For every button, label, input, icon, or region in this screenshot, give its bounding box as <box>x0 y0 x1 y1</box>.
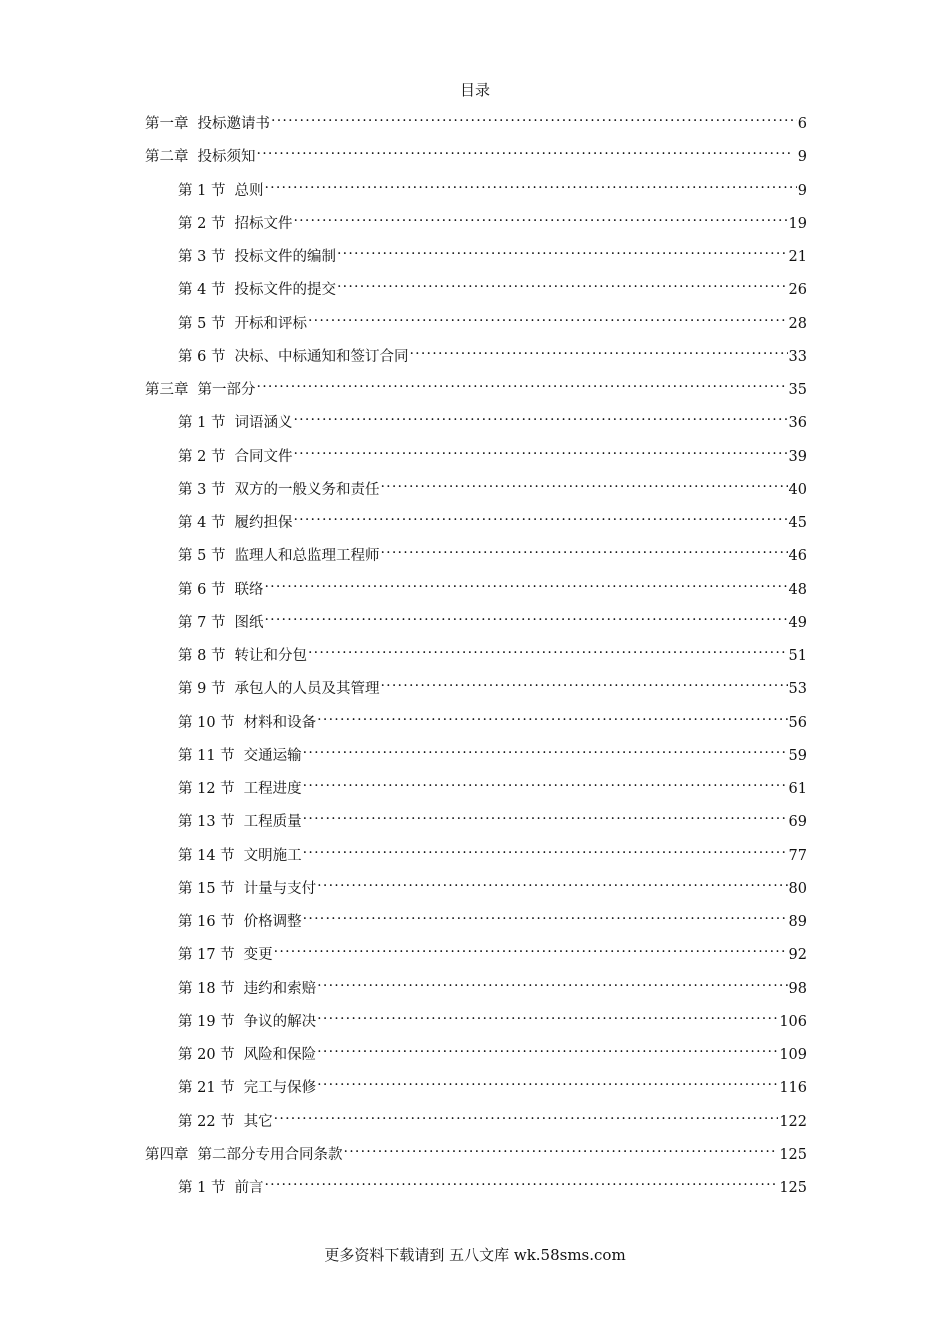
toc-entry-label <box>178 745 302 767</box>
toc-entry-text: 决标、中标通知和签订合同 <box>234 348 409 365</box>
toc-entry-number: 第 8 节 <box>178 648 226 664</box>
toc-leader-dots <box>317 871 787 893</box>
toc-entry[interactable] <box>145 871 807 904</box>
toc-leader-dots <box>303 738 788 760</box>
toc-entry-text: 争议的解决 <box>243 1013 317 1030</box>
toc-leader-dots <box>264 605 787 627</box>
toc-entry-label <box>178 1011 316 1033</box>
toc-entry-number: 第 16 节 <box>178 914 235 930</box>
toc-entry-number: 第三章 <box>145 382 189 398</box>
toc-entry-label <box>178 579 263 601</box>
toc-entry[interactable] <box>145 538 807 571</box>
toc-entry[interactable] <box>145 306 807 339</box>
toc-entry-page: 125 <box>779 1146 807 1163</box>
toc-entry[interactable] <box>145 605 807 638</box>
toc-entry[interactable] <box>145 671 807 704</box>
toc-entry-page: 122 <box>779 1113 807 1130</box>
toc-entry-number: 第 4 节 <box>178 515 226 531</box>
toc-entry[interactable] <box>145 1170 807 1203</box>
toc-entry-text: 第一部分 <box>197 382 256 398</box>
toc-entry-text: 风险和保险 <box>243 1047 317 1063</box>
toc-entry-text: 联络 <box>234 581 264 598</box>
toc-entry-label <box>178 246 336 268</box>
toc-entry[interactable] <box>145 206 807 239</box>
toc-entry-page: 9 <box>797 149 807 166</box>
toc-entry-page: 33 <box>788 348 807 365</box>
toc-entry[interactable] <box>145 1037 807 1070</box>
toc-entry-label <box>178 1044 316 1066</box>
toc-leader-dots <box>264 1170 778 1192</box>
toc-leader-dots <box>274 1104 779 1126</box>
toc-entry-number: 第 19 节 <box>178 1013 235 1030</box>
toc-leader-dots <box>380 472 787 494</box>
toc-entry-text: 开标和评标 <box>234 315 307 332</box>
toc-entry-page: 36 <box>788 415 807 432</box>
toc-entry[interactable] <box>145 705 807 738</box>
toc-entry-label <box>178 180 263 202</box>
toc-entry[interactable] <box>145 173 807 206</box>
toc-entry-page: 92 <box>788 947 807 964</box>
toc-entry[interactable] <box>145 472 807 505</box>
toc-entry-label <box>178 512 292 534</box>
toc-entry-label <box>178 712 316 734</box>
toc-entry-label <box>145 113 270 135</box>
toc-entry-text: 价格调整 <box>243 914 302 930</box>
toc-entry[interactable] <box>145 405 807 438</box>
toc-entry-label <box>178 1077 316 1099</box>
toc-leader-dots <box>409 339 787 361</box>
toc-leader-dots <box>264 173 796 195</box>
toc-entry-text: 图纸 <box>234 614 264 631</box>
toc-entry-number: 第 1 节 <box>178 1180 226 1196</box>
toc-leader-dots <box>317 1004 778 1026</box>
toc-entry-number: 第 15 节 <box>178 880 235 897</box>
toc-entry-text: 承包人的人员及其管理 <box>234 681 380 698</box>
toc-entry[interactable] <box>145 1104 807 1137</box>
toc-entry-label <box>178 412 292 434</box>
toc-entry-number: 第 5 节 <box>178 548 226 565</box>
toc-leader-dots <box>257 139 797 161</box>
toc-entry-page: 61 <box>788 781 807 797</box>
toc-entry[interactable] <box>145 339 807 372</box>
toc-entry-number: 第 4 节 <box>178 282 226 299</box>
toc-entry-number: 第二章 <box>145 149 189 166</box>
toc-entry-page: 69 <box>788 814 807 831</box>
toc-entry[interactable] <box>145 239 807 272</box>
toc-entry-text: 投标邀请书 <box>197 116 270 132</box>
toc-entry[interactable] <box>145 638 807 671</box>
toc-leader-dots <box>293 405 787 427</box>
toc-leader-dots <box>303 804 788 826</box>
toc-entry-text: 第二部分专用合同条款 <box>197 1146 343 1163</box>
toc-entry-text: 文明施工 <box>243 847 302 864</box>
toc-entry-label <box>178 978 316 1000</box>
toc-entry-number: 第 5 节 <box>178 315 226 332</box>
toc-entry-text: 违约和索赔 <box>243 980 317 997</box>
toc-leader-dots <box>293 439 787 461</box>
toc-entry-label <box>178 446 292 468</box>
toc-leader-dots <box>303 838 788 860</box>
toc-entry-number: 第 14 节 <box>178 847 235 864</box>
toc-entry-number: 第 20 节 <box>178 1047 235 1063</box>
toc-entry-page: 40 <box>788 481 807 498</box>
toc-entry-label <box>145 146 256 168</box>
toc-leader-dots <box>308 638 788 660</box>
toc-entry[interactable] <box>145 505 807 538</box>
toc-entry-text: 工程进度 <box>243 781 302 797</box>
toc-entry[interactable] <box>145 937 807 970</box>
toc-entry-label <box>178 346 408 368</box>
toc-leader-dots <box>293 505 787 527</box>
toc-entry-number: 第 7 节 <box>178 614 226 631</box>
toc-entry-page: 109 <box>779 1047 807 1063</box>
toc-entry-number: 第 12 节 <box>178 781 235 797</box>
toc-entry-number: 第 18 节 <box>178 980 235 997</box>
toc-entry-number: 第 9 节 <box>178 681 226 698</box>
toc-entry-page: 98 <box>788 980 807 997</box>
toc-entry[interactable] <box>145 804 807 837</box>
toc-entry-label <box>178 612 263 634</box>
toc-entry-number: 第 3 节 <box>178 249 226 265</box>
toc-entry-text: 交通运输 <box>243 747 302 764</box>
toc-entry-text: 材料和设备 <box>243 714 317 731</box>
toc-entry[interactable] <box>145 139 807 172</box>
toc-entry-number: 第 2 节 <box>178 448 226 465</box>
toc-entry-text: 投标须知 <box>197 149 256 166</box>
toc-entry-page: 21 <box>788 249 807 265</box>
toc-leader-dots <box>317 1037 778 1059</box>
toc-entry-label <box>178 944 273 966</box>
toc-entry[interactable] <box>145 1004 807 1037</box>
toc-entry-number: 第 17 节 <box>178 947 235 964</box>
toc-entry-label <box>145 379 256 401</box>
toc-entry[interactable] <box>145 971 807 1004</box>
toc-entry-number: 第 22 节 <box>178 1113 235 1130</box>
toc-entry-text: 投标文件的提交 <box>234 282 336 299</box>
toc-entry-number: 第 3 节 <box>178 481 226 498</box>
toc-entry-label <box>178 811 302 833</box>
toc-leader-dots <box>303 771 788 793</box>
toc-entry-label <box>178 1111 273 1133</box>
toc-title: 目录 <box>459 81 490 99</box>
toc-entry-label <box>178 545 379 567</box>
toc-entry-number: 第 2 节 <box>178 215 226 232</box>
toc-entry-page: 19 <box>788 215 807 232</box>
toc-entry-number: 第 6 节 <box>178 581 226 598</box>
toc-entry-page: 106 <box>779 1013 807 1030</box>
toc-entry-page: 26 <box>788 282 807 299</box>
toc-entry-page: 51 <box>788 648 807 664</box>
toc-entry-label <box>178 1177 263 1199</box>
toc-entry[interactable] <box>145 904 807 937</box>
toc-leader-dots <box>308 306 788 328</box>
toc-entry-page: 28 <box>788 315 807 332</box>
toc-entry-text: 招标文件 <box>234 215 293 232</box>
toc-leader-dots <box>317 705 787 727</box>
toc-entry-text: 双方的一般义务和责任 <box>234 481 380 498</box>
toc-entry-page: 48 <box>788 581 807 598</box>
toc-entry-page: 6 <box>797 116 807 132</box>
toc-leader-dots <box>274 937 788 959</box>
toc-entry-label <box>178 313 307 335</box>
toc-entry-label <box>178 678 379 700</box>
toc-entry[interactable] <box>145 771 807 804</box>
toc-entry-label <box>178 645 307 667</box>
toc-entry-text: 变更 <box>243 947 273 964</box>
toc-entry-text: 合同文件 <box>234 448 293 465</box>
toc-entry[interactable] <box>145 738 807 771</box>
toc-entry[interactable] <box>145 838 807 871</box>
toc-entry-page: 35 <box>788 382 807 398</box>
toc-leader-dots <box>380 538 787 560</box>
toc-entry-text: 履约担保 <box>234 515 293 531</box>
toc-entry-label <box>178 878 316 900</box>
toc-entry-page: 59 <box>788 747 807 764</box>
toc-entry-label <box>178 778 302 800</box>
toc-entry-text: 计量与支付 <box>243 880 317 897</box>
toc-entry-label <box>178 845 302 867</box>
toc-leader-dots <box>317 971 787 993</box>
toc-leader-dots <box>293 206 787 228</box>
toc-entry-text: 投标文件的编制 <box>234 249 336 265</box>
toc-leader-dots <box>264 572 787 594</box>
toc-entry-label <box>178 479 379 501</box>
toc-entry-label <box>178 213 292 235</box>
toc-leader-dots <box>337 239 788 261</box>
toc-entry-label <box>145 1144 343 1166</box>
toc-entry-number: 第 11 节 <box>178 747 235 764</box>
toc-entry[interactable] <box>145 572 807 605</box>
toc-entry-number: 第一章 <box>145 116 189 132</box>
toc-leader-dots <box>303 904 788 926</box>
toc-entry-number: 第 13 节 <box>178 814 235 831</box>
toc-entry-page: 49 <box>788 614 807 631</box>
toc-entry-text: 工程质量 <box>243 814 302 831</box>
toc-entry-page: 77 <box>788 847 807 864</box>
toc-leader-dots <box>380 671 787 693</box>
toc-entry-label <box>178 911 302 933</box>
toc-leader-dots <box>257 372 788 394</box>
toc-leader-dots <box>271 106 797 128</box>
toc-entry-page: 45 <box>788 515 807 531</box>
toc-entry-page: 116 <box>779 1080 807 1097</box>
toc-entry-text: 转让和分包 <box>234 648 307 664</box>
toc-entry[interactable] <box>145 272 807 305</box>
toc-entry-number: 第 21 节 <box>178 1080 235 1097</box>
toc-entry-text: 完工与保修 <box>243 1080 317 1097</box>
footer-note: 更多资料下载请到 五八文库 wk.58sms.com <box>324 1246 626 1264</box>
toc-entry-page: 39 <box>788 448 807 465</box>
toc-entry[interactable] <box>145 106 807 139</box>
toc-entry-page: 56 <box>788 714 807 731</box>
toc-entry-page: 53 <box>788 681 807 698</box>
toc-leader-dots <box>337 272 788 294</box>
toc-entry[interactable] <box>145 439 807 472</box>
toc-entry-page: 125 <box>779 1180 807 1196</box>
toc-leader-dots <box>344 1137 779 1159</box>
toc-entry-text: 监理人和总监理工程师 <box>234 548 380 565</box>
toc-entry-text: 其它 <box>243 1113 273 1130</box>
toc-entry-text: 总则 <box>234 182 264 199</box>
toc-entry-text: 前言 <box>234 1180 264 1196</box>
toc-entry-number: 第四章 <box>145 1146 189 1163</box>
toc-list <box>145 106 807 1203</box>
toc-entry-text: 词语涵义 <box>234 415 293 432</box>
toc-entry-label <box>178 279 336 301</box>
toc-entry-number: 第 10 节 <box>178 714 235 731</box>
toc-entry-number: 第 6 节 <box>178 348 226 365</box>
toc-entry-page: 80 <box>788 880 807 897</box>
toc-entry[interactable] <box>145 1137 807 1170</box>
toc-entry-number: 第 1 节 <box>178 415 226 432</box>
toc-entry-number: 第 1 节 <box>178 182 226 199</box>
toc-entry-page: 9 <box>797 182 807 199</box>
toc-entry-page: 46 <box>788 548 807 565</box>
toc-entry[interactable] <box>145 1070 807 1103</box>
toc-entry-page: 89 <box>788 914 807 930</box>
toc-entry[interactable] <box>145 372 807 405</box>
toc-leader-dots <box>317 1070 778 1092</box>
